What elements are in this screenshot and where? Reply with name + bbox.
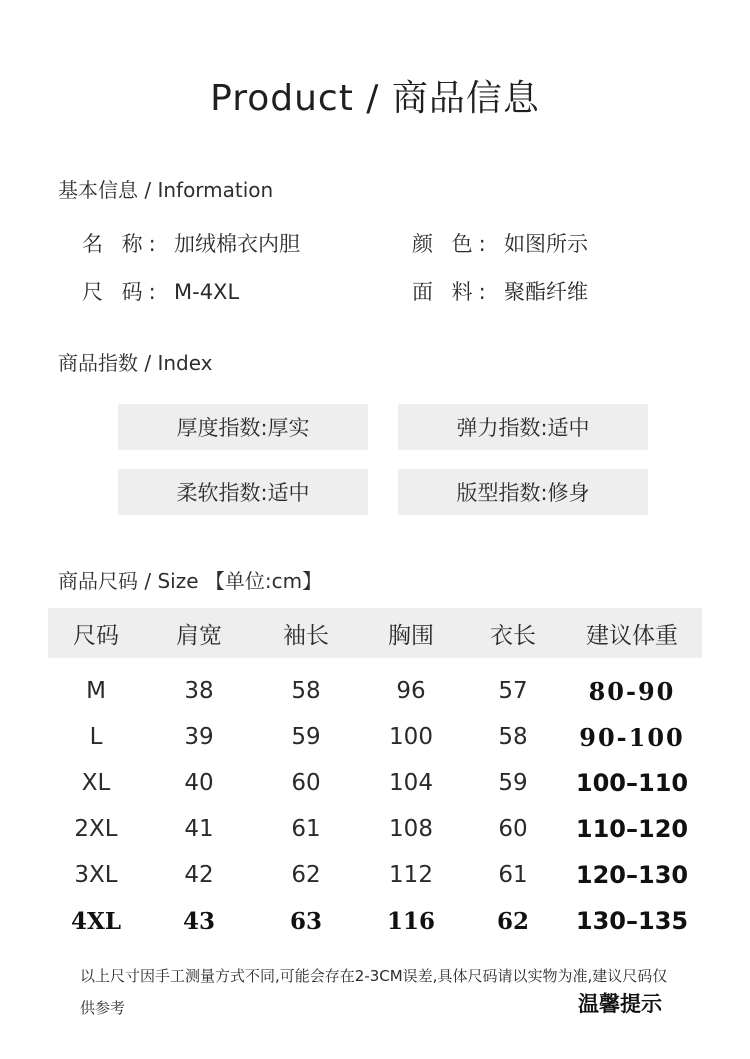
- table-row: [48, 760, 702, 806]
- table-row: [48, 714, 702, 760]
- info-name-row: [82, 228, 300, 258]
- cell-sleeve: 58: [291, 678, 321, 704]
- cell-shoulder: 39: [184, 724, 214, 750]
- cell-length: 60: [498, 816, 528, 842]
- cell-weight: 120–130: [575, 861, 689, 889]
- table-row: [48, 852, 702, 898]
- cell-weight: 130–135: [575, 907, 689, 935]
- cell-length: 62: [496, 907, 529, 935]
- cell-chest: 112: [389, 862, 433, 888]
- size-table: [48, 608, 702, 944]
- cell-shoulder: 38: [184, 678, 214, 704]
- info-material-row: [412, 276, 588, 306]
- cell-shoulder: 40: [184, 770, 214, 796]
- col-header-shoulder: 肩宽: [176, 622, 222, 649]
- cell-size: 2XL: [74, 816, 118, 842]
- info-size-label: 尺 码:: [82, 280, 162, 304]
- section-heading-index: 商品指数 / Index: [58, 351, 213, 375]
- info-material-value: 聚酯纤维: [504, 280, 588, 304]
- cell-chest: 96: [396, 678, 426, 704]
- index-thickness: 厚度指数:厚实: [118, 404, 368, 450]
- cell-sleeve: 61: [291, 816, 321, 842]
- cell-length: 59: [498, 770, 528, 796]
- info-name-label: 名 称:: [82, 232, 162, 256]
- section-heading-size: 商品尺码 / Size 【单位:cm】: [58, 569, 323, 593]
- col-header-length: 衣长: [490, 622, 536, 649]
- cell-size: 3XL: [74, 862, 118, 888]
- info-material-label: 面 料:: [412, 280, 492, 304]
- cell-weight: 90-100: [579, 722, 685, 752]
- info-color-value: 如图所示: [504, 232, 588, 256]
- cell-length: 58: [498, 724, 528, 750]
- size-table-header: [48, 608, 702, 658]
- cell-chest: 100: [389, 724, 433, 750]
- col-header-chest: 胸围: [388, 622, 434, 649]
- cell-size: 4XL: [70, 907, 122, 935]
- measurement-note: 以上尺寸因手工测量方式不同,可能会存在2-3CM误差,具体尺码请以实物为准,建议尺码仅供参考: [80, 967, 668, 1017]
- col-header-weight: 建议体重: [586, 622, 678, 649]
- cell-size: M: [86, 678, 106, 704]
- info-color-row: [412, 228, 588, 258]
- index-softness: 柔软指数:适中: [118, 469, 368, 515]
- cell-chest: 104: [389, 770, 433, 796]
- table-row: [48, 806, 702, 852]
- info-color-label: 颜 色:: [412, 232, 492, 256]
- cell-sleeve: 63: [289, 907, 322, 935]
- page-title: Product / 商品信息: [210, 78, 540, 119]
- info-size-value: M-4XL: [174, 280, 240, 304]
- col-header-sleeve: 袖长: [283, 622, 329, 649]
- cell-length: 61: [498, 862, 528, 888]
- cell-sleeve: 60: [291, 770, 321, 796]
- cell-size: L: [89, 724, 103, 750]
- info-name-value: 加绒棉衣内胆: [174, 232, 300, 256]
- section-heading-information: 基本信息 / Information: [58, 178, 274, 202]
- cell-shoulder: 42: [184, 862, 214, 888]
- cell-shoulder: 43: [182, 907, 215, 935]
- cell-chest: 108: [389, 816, 433, 842]
- cell-weight: 100–110: [575, 769, 689, 797]
- index-fit: 版型指数:修身: [398, 469, 648, 515]
- index-elasticity: 弹力指数:适中: [398, 404, 648, 450]
- cell-sleeve: 59: [291, 724, 321, 750]
- warm-tip-label: 温馨提示: [578, 991, 662, 1016]
- cell-weight: 80-90: [588, 676, 676, 706]
- cell-length: 57: [498, 678, 528, 704]
- cell-size: XL: [81, 770, 111, 796]
- cell-shoulder: 41: [184, 816, 214, 842]
- cell-weight: 110–120: [575, 815, 689, 843]
- info-size-row: [82, 276, 239, 306]
- cell-sleeve: 62: [291, 862, 321, 888]
- table-row: [48, 668, 702, 714]
- cell-chest: 116: [386, 907, 435, 935]
- col-header-size: 尺码: [73, 622, 119, 649]
- table-row: [48, 898, 702, 944]
